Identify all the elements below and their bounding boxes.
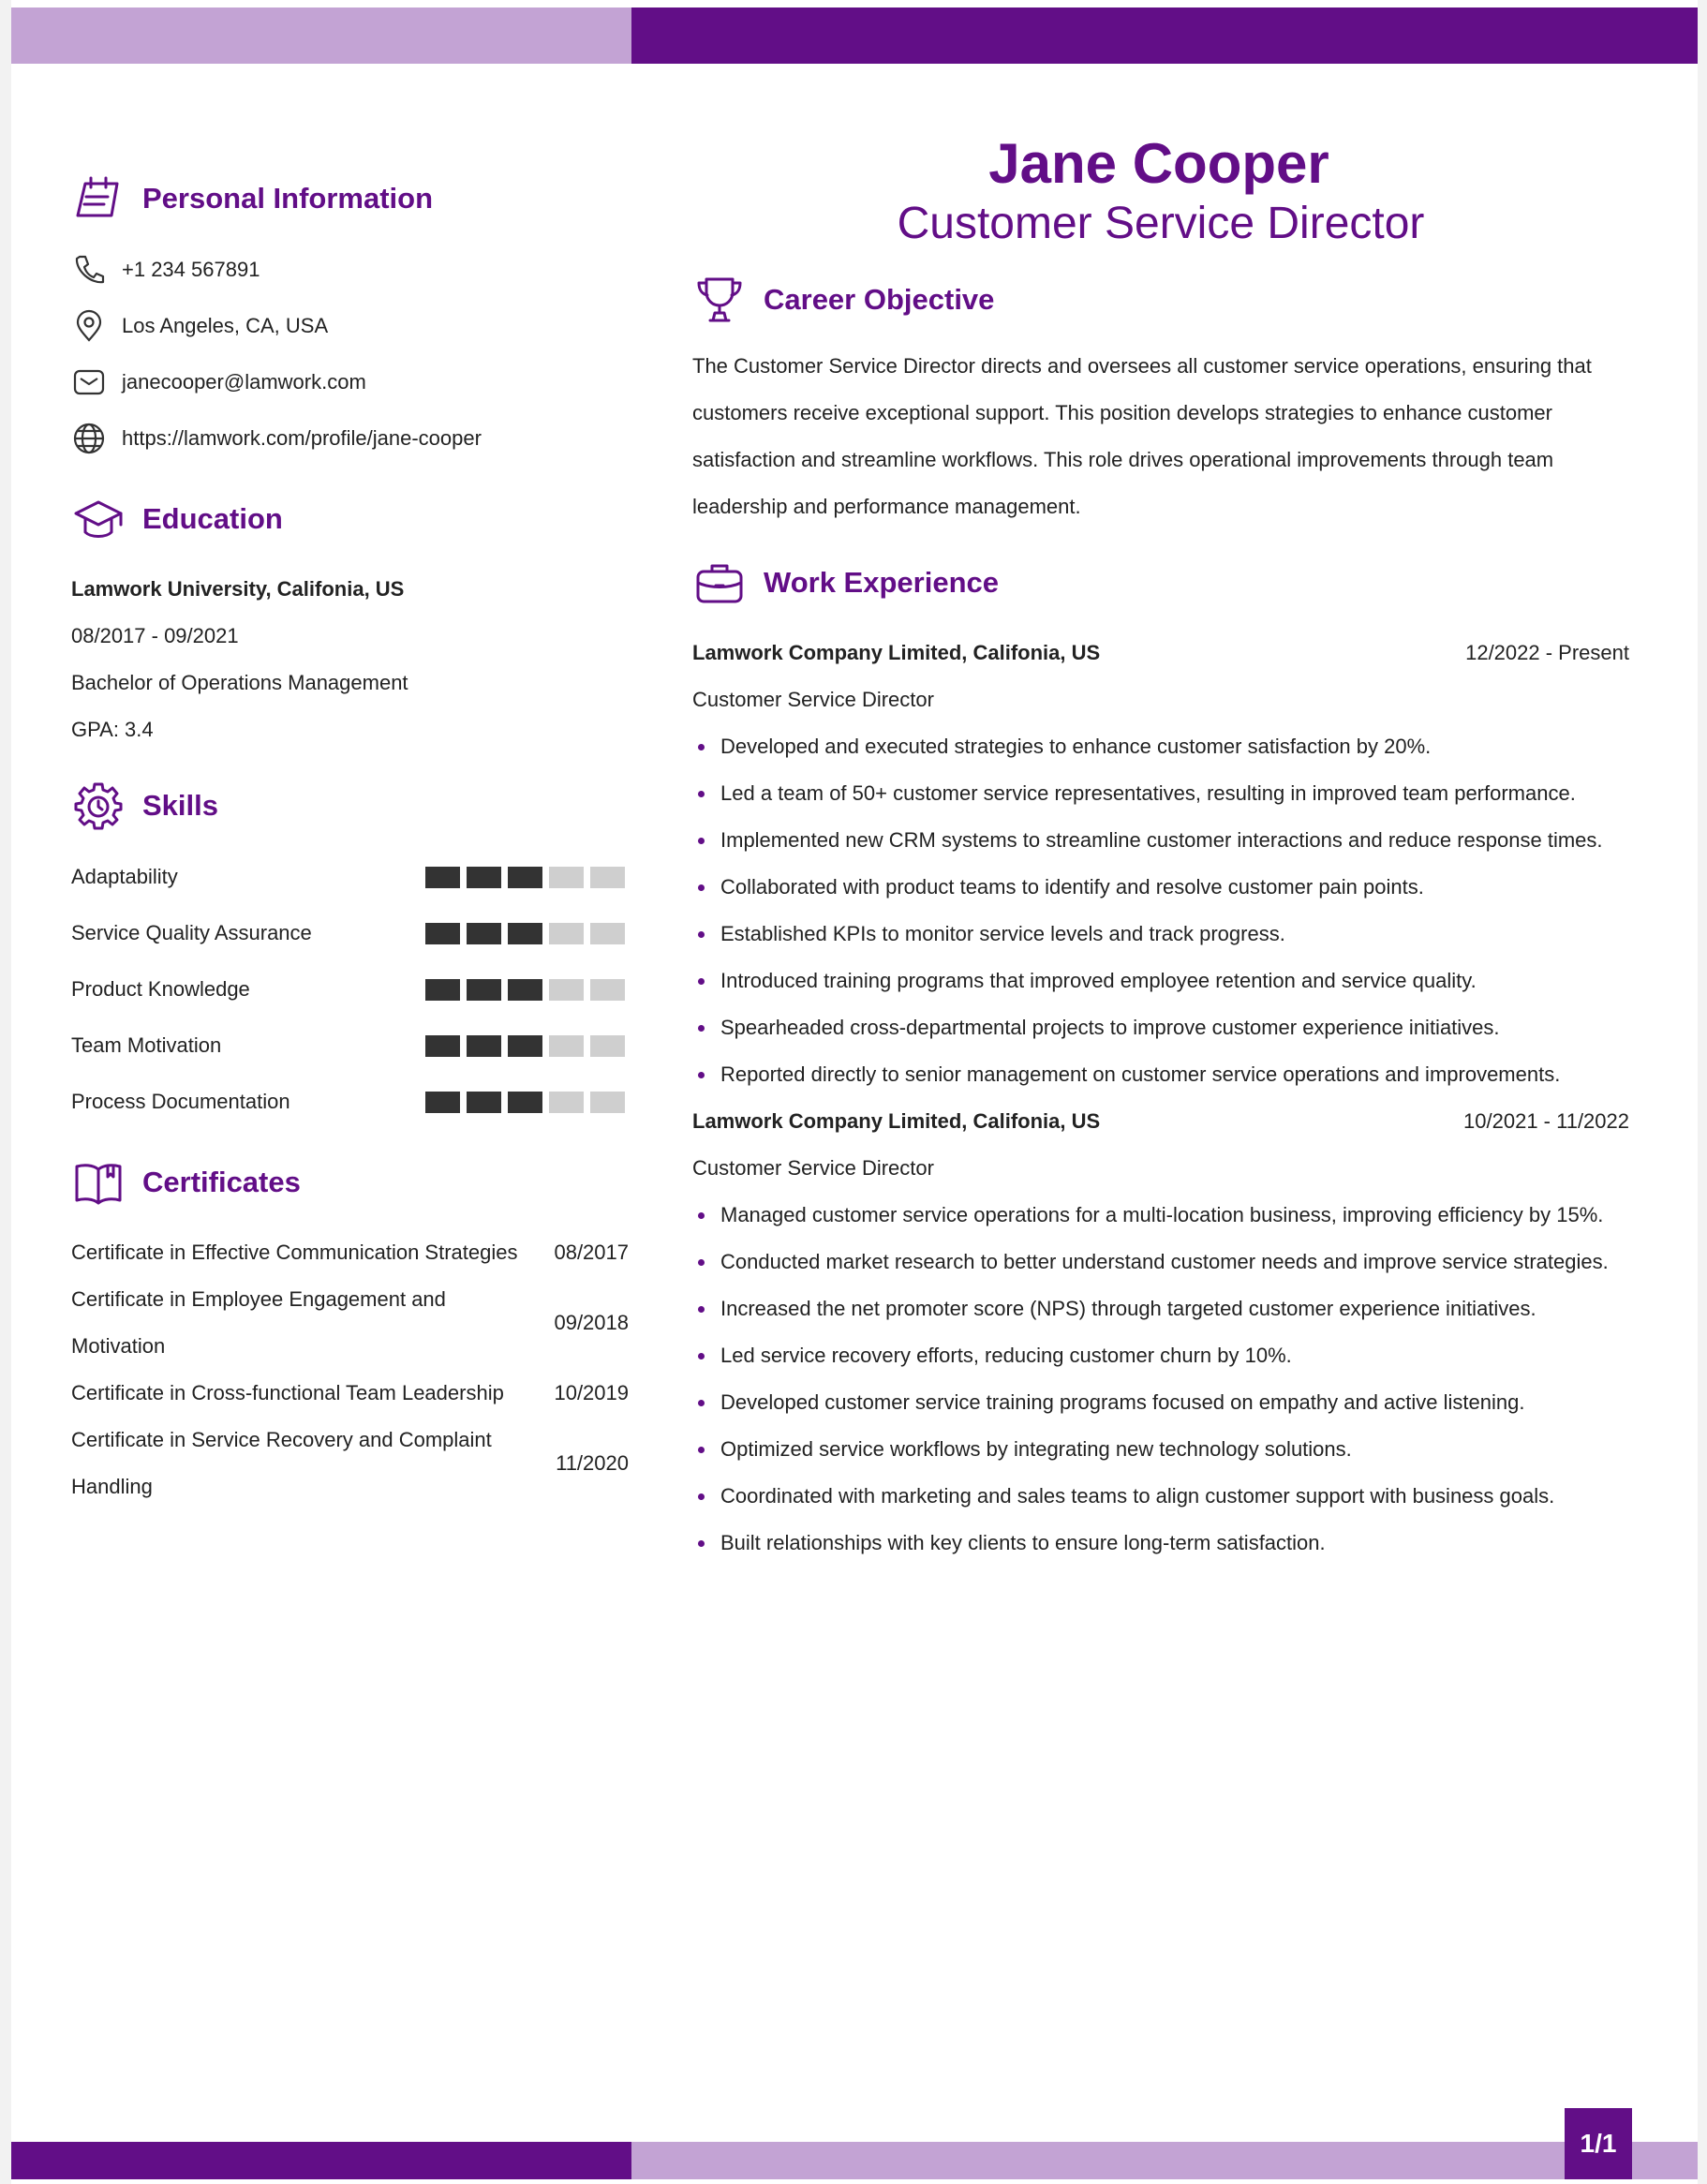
education-title: Education [142, 502, 283, 535]
experience-title: Work Experience [764, 566, 999, 599]
skill-level-block [467, 1092, 501, 1113]
certificate-row [71, 1276, 629, 1370]
graduation-cap-icon [71, 492, 126, 546]
top-bar-dark [631, 7, 1698, 64]
right-column [692, 131, 1629, 1567]
skill-row [71, 961, 629, 1018]
skill-level-block [549, 979, 584, 1001]
experience-header [692, 553, 1629, 613]
skill-level [425, 979, 625, 1001]
job-bullet: Reported directly to senior management on customer service operations and improvements. [692, 1051, 1629, 1098]
skill-name: Process Documentation [71, 1090, 290, 1113]
job-company: Lamwork Company Limited, Califonia, US [692, 641, 1101, 664]
education-school: Lamwork University, Califonia, US [71, 577, 405, 601]
job-bullet: Led service recovery efforts, reducing customer churn by 10%. [692, 1332, 1629, 1379]
skill-name: Product Knowledge [71, 977, 250, 1001]
skills-header [71, 776, 629, 836]
personal-info-header [71, 169, 629, 229]
skill-row [71, 1074, 629, 1130]
skill-level-block [467, 923, 501, 944]
skill-level-block [590, 1035, 625, 1057]
mail-icon [71, 364, 107, 400]
phone-icon [71, 252, 107, 288]
certificate-name: Certificate in Cross-functional Team Leadership [71, 1381, 504, 1404]
certificate-row [71, 1417, 629, 1510]
skill-level [425, 1092, 625, 1113]
skill-name: Adaptability [71, 865, 178, 888]
location-pin-icon [71, 308, 107, 344]
education-degree: Bachelor of Operations Management [71, 671, 408, 694]
candidate-name: Jane Cooper [988, 132, 1329, 195]
skill-level-block [590, 923, 625, 944]
skill-level-block [425, 923, 460, 944]
candidate-title: Customer Service Director [897, 199, 1425, 248]
page-edge-right [1698, 0, 1707, 2184]
skill-level-block [467, 979, 501, 1001]
book-icon [71, 1155, 126, 1210]
objective-header [692, 270, 1629, 330]
job-role: Customer Service Director [692, 688, 934, 711]
job-company: Lamwork Company Limited, Califonia, US [692, 1109, 1101, 1133]
job-dates: 10/2021 - 11/2022 [1463, 1109, 1629, 1133]
trophy-icon [692, 273, 747, 327]
email-text[interactable]: janecooper@lamwork.com [122, 370, 366, 394]
briefcase-icon [692, 556, 747, 610]
job-bullet: Managed customer service operations for a multi-location business, improving efficiency by 15%. [692, 1192, 1629, 1239]
certificate-date: 08/2017 [554, 1241, 629, 1264]
job-bullet: Increased the net promoter score (NPS) through targeted customer experience initiatives. [692, 1285, 1629, 1332]
certificate-row [71, 1370, 629, 1417]
certificates-title: Certificates [142, 1166, 301, 1198]
bottom-bar-dark [11, 2142, 631, 2179]
job-entry [692, 630, 1629, 1098]
job-bullets [692, 723, 1629, 1098]
certificates-header [71, 1152, 629, 1212]
skill-level-block [467, 867, 501, 888]
skills-title: Skills [142, 789, 218, 822]
skill-level [425, 867, 625, 888]
skill-level [425, 923, 625, 944]
bottom-bar-light [631, 2142, 1698, 2179]
certificates-list [71, 1229, 629, 1510]
education-dates: 08/2017 - 09/2021 [71, 624, 239, 647]
certificate-date: 11/2020 [556, 1451, 629, 1475]
personal-info-title: Personal Information [142, 182, 434, 215]
left-column [71, 169, 629, 1510]
job-dates: 12/2022 - Present [1465, 641, 1629, 664]
skills-list [71, 849, 629, 1130]
location-row [71, 298, 629, 354]
job-bullet: Established KPIs to monitor service levels and track progress. [692, 911, 1629, 958]
skill-name: Team Motivation [71, 1033, 222, 1057]
job-bullet: Led a team of 50+ customer service representatives, resulting in improved team performance. [692, 770, 1629, 817]
job-bullets [692, 1192, 1629, 1567]
education-header [71, 489, 629, 549]
website-link[interactable]: https://lamwork.com/profile/jane-cooper [122, 426, 482, 450]
skill-level-block [549, 923, 584, 944]
objective-text: The Customer Service Director directs and oversees all customer service operations, ensuring that customers receive exceptional support. This position develops strategies to enhance customer satisfaction and streamline workflows. This role drives operational improvements through team leadership and performance management. [692, 354, 1592, 518]
job-bullet: Developed customer service training programs focused on empathy and active listening. [692, 1379, 1629, 1426]
skill-level-block [549, 867, 584, 888]
skill-name: Service Quality Assurance [71, 921, 312, 944]
globe-icon [71, 421, 107, 456]
job-bullet: Introduced training programs that improved employee retention and service quality. [692, 958, 1629, 1004]
skill-level-block [549, 1092, 584, 1113]
skill-level-block [508, 1092, 542, 1113]
certificate-row [71, 1229, 629, 1276]
education-gpa: GPA: 3.4 [71, 718, 154, 741]
certificate-name: Certificate in Employee Engagement and Motivation [71, 1287, 446, 1358]
job-bullet: Developed and executed strategies to enhance customer satisfaction by 20%. [692, 723, 1629, 770]
job-header [692, 1098, 1629, 1145]
website-row [71, 410, 629, 467]
skill-level-block [590, 1092, 625, 1113]
skill-level-block [508, 979, 542, 1001]
job-bullet: Implemented new CRM systems to streamline customer interactions and reduce response times. [692, 817, 1629, 864]
job-bullet: Collaborated with product teams to identify and resolve customer pain points. [692, 864, 1629, 911]
page-indicator: 1/1 [1565, 2108, 1632, 2179]
skill-level-block [425, 979, 460, 1001]
job-bullet: Spearheaded cross-departmental projects to improve customer experience initiatives. [692, 1004, 1629, 1051]
job-entry [692, 1098, 1629, 1567]
gear-clock-icon [71, 779, 126, 833]
location-text: Los Angeles, CA, USA [122, 314, 329, 337]
skill-level-block [508, 867, 542, 888]
certificate-date: 09/2018 [554, 1311, 629, 1334]
calendar-note-icon [71, 171, 126, 226]
certificate-date: 10/2019 [554, 1381, 629, 1404]
job-bullet: Optimized service workflows by integrating new technology solutions. [692, 1426, 1629, 1473]
job-bullet: Conducted market research to better understand customer needs and improve service strategies. [692, 1239, 1629, 1285]
skill-level-block [549, 1035, 584, 1057]
skill-level [425, 1035, 625, 1057]
certificate-name: Certificate in Service Recovery and Complaint Handling [71, 1428, 492, 1498]
certificate-name: Certificate in Effective Communication Strategies [71, 1241, 518, 1264]
top-bar-light [11, 7, 631, 64]
skill-row [71, 1018, 629, 1074]
jobs-list [692, 630, 1629, 1567]
phone-text: +1 234 567891 [122, 258, 260, 281]
skill-row [71, 905, 629, 961]
objective-title: Career Objective [764, 283, 995, 316]
skill-row [71, 849, 629, 905]
skill-level-block [590, 979, 625, 1001]
page-edge-left [0, 0, 11, 2184]
job-bullet: Coordinated with marketing and sales teams to align customer support with business goals. [692, 1473, 1629, 1520]
skill-level-block [508, 1035, 542, 1057]
job-role: Customer Service Director [692, 1156, 934, 1180]
skill-level-block [467, 1035, 501, 1057]
skill-level-block [425, 1092, 460, 1113]
job-header [692, 630, 1629, 676]
skill-level-block [590, 867, 625, 888]
job-bullet: Built relationships with key clients to ensure long-term satisfaction. [692, 1520, 1629, 1567]
phone-row [71, 242, 629, 298]
skill-level-block [425, 867, 460, 888]
email-row [71, 354, 629, 410]
skill-level-block [508, 923, 542, 944]
skill-level-block [425, 1035, 460, 1057]
